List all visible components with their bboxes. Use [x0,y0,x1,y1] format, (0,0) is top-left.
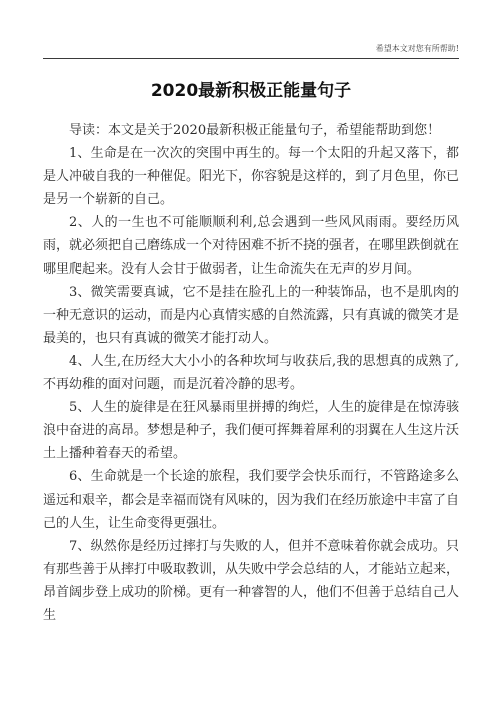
quote-paragraph-7: 7、纵然你是经历过摔打与失败的人，但并不意味着你就会成功。只有那些善于从摔打中吸取教训，从失败中学会总结的人，才能站立起来，昂首阔步登上成功的阶梯。更有一种睿智的人，他们不但善于总结自己人生 [43,538,460,623]
quote-paragraph-6: 6、生命就是一个长途的旅程，我们要学会快乐而行，不管路途多么遥远和艰辛，都会是幸福而饶有风味的，因为我们在经历旅途中丰富了自己的人生，让生命变得更强壮。 [43,469,460,531]
header-divider [43,58,459,59]
intro-paragraph: 导读：本文是关于2020最新积极正能量句子，希望能帮助到您！ [69,123,441,138]
quote-paragraph-3: 3、微笑需要真诚，它不是挂在脸孔上的一种装饰品，也不是肌肉的一种无意识的运动，而是内心真情实感的自然流露，只有真诚的微笑才是最美的，也只有真诚的微笑才能打动人。 [43,284,460,346]
document-title: 2020最新积极正能量句子 [150,81,352,101]
quote-paragraph-2: 2、人的一生也不可能顺顺利利,总会遇到一些风风雨雨。要经历风雨，就必须把自己磨练成一个对待困难不折不挠的强者，在哪里跌倒就在哪里爬起来。没有人会甘于做弱者，让生命流失在无声的岁月间。 [43,215,460,277]
quote-paragraph-5: 5、人生的旋律是在狂风暴雨里拼搏的绚烂，人生的旋律是在惊涛骇浪中奋进的高昂。梦想是种子，我们便可挥舞着犀利的羽翼在人生这片沃土上播种着春天的希望。 [43,400,460,462]
document-body [43,119,459,627]
quote-paragraph-4: 4、人生,在历经大大小小的各种坎坷与收获后,我的思想真的成熟了,不再幼稚的面对问题，而是沉着冷静的思考。 [43,353,459,393]
header-note: 希望本文对您有所帮助! [375,44,459,53]
quote-paragraph-1: 1、生命是在一次次的突围中再生的。每一个太阳的升起又落下，都是人冲破自我的一种催促。阳光下，你容貌是这样的，到了月色里，你已是另一个崭新的自己。 [43,146,460,208]
